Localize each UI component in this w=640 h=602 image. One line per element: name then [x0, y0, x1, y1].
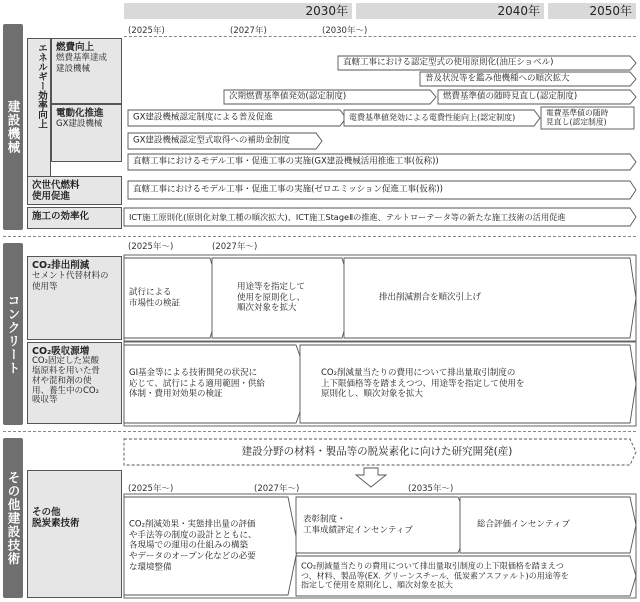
bar-label: GI基金等による技術開発の状況に 応じて、試行による適用範囲・供給 体制・費用対効果の検証 [129, 368, 265, 400]
year-label: (2025年～) [128, 242, 174, 252]
category-subtitle: 燃費基準達成 建設機械 [56, 53, 108, 74]
category-subtitle: セメント代替材料の 使用等 [32, 271, 109, 292]
year-label: (2027年) [230, 26, 267, 36]
bar-fuel-3 [224, 90, 430, 104]
bar-fuel-4 [438, 90, 630, 104]
bar-elec-5 [128, 154, 630, 170]
year-2050-label: 2050年 [589, 4, 632, 18]
research-banner [124, 439, 630, 465]
bar-label: 直轄工事におけるモデル工事・促進工事の実施(ゼロエミッション促進工事(仮称)) [133, 184, 444, 195]
bar-label: 用途等を指定して 使用を原則化し、 順次対象を拡大 [237, 282, 306, 314]
year-2030-label: 2030年 [305, 4, 348, 18]
category-title: CO₂排出削減 [32, 260, 90, 271]
year-label: (2025年～) [128, 484, 174, 494]
bar-label: 直轄工事におけるモデル工事・促進工事の実施(GX建設機械活用推進工事(仮称)) [133, 156, 439, 167]
bar-other-1 [124, 497, 288, 595]
category-subtitle: GX建設機械 [56, 119, 103, 130]
bar-abs-1 [124, 345, 296, 423]
bar-other-2 [298, 497, 458, 553]
year-label: (2025年) [128, 26, 165, 36]
bar-fuel-2 [420, 72, 630, 86]
bar-elec-1 [128, 110, 340, 126]
bar-label: CO₂削減量当たりの費用について排出量取引制度の 上下限価格等を踏まえつつ、用途等を指定して使用を 原則化し、順次対象を拡大 [321, 368, 525, 400]
category-subtitle: CO₂固定した炭酸 塩原料を用いた骨 材や混和剤の使 用、養生中のCO₂ 吸収等 [32, 356, 101, 406]
section-tab-construction-machinery: 建設機械 [3, 24, 23, 230]
category-other-decarbonization: その他 脱炭素技術 [27, 470, 122, 598]
bar-label: 直轄工事における認定型式の使用原則化(油圧ショベル) [343, 57, 554, 68]
bar-abs-2 [316, 345, 630, 423]
bar-label: 普及状況等を鑑み他機種への順次拡大 [425, 73, 570, 84]
category-title: 燃費向上 [56, 42, 95, 53]
bar-emis-3 [374, 258, 630, 338]
category-title: CO₂吸収源増 [32, 346, 90, 357]
section-tab-concrete: コンクリート [3, 243, 23, 425]
bar-label: GX建設機械認定型式取得への補助金制度 [133, 135, 290, 146]
bar-emis-2 [232, 258, 342, 338]
bar-label: 建設分野の材料・製品等の脱炭素化に向けた研究開発(産) [241, 445, 513, 458]
bar-label: 電費基準値発効による電費性能向上(認定制度) [349, 113, 516, 122]
bar-fuel-1 [338, 56, 630, 70]
bar-label: CO₂削減効果・実態排出量の評価 や手法等の制度の設計とともに、 各現場での運用の仕組みの構築 やデータのオープン化などの必要 な環境整備 [129, 519, 257, 572]
bar-label: GX建設機械認定制度による普及促進 [133, 112, 273, 123]
bar-label: 試行による 市場性の検証 [129, 287, 181, 308]
year-label: (2027年～) [254, 484, 300, 494]
category-next-fuel: 次世代燃料 使用促進 [27, 176, 122, 205]
bar-label: 排出削減割合を順次引上げ [379, 292, 482, 303]
bar-elec-3 [541, 107, 634, 129]
year-label: (2027年～) [212, 242, 258, 252]
bar-label: ICT施工原則化(原則化対象工種の順次拡大)、ICT施工StageⅡの推進、テルトローテータ等の新たな施工技術の活用促進 [129, 211, 566, 222]
down-arrow [356, 468, 386, 487]
bar-label: 燃費基準値の随時見直し(認定制度) [443, 91, 578, 102]
category-title: 電動化推進 [56, 108, 104, 119]
bar-elec-4 [128, 133, 316, 149]
year-2040-label: 2040年 [497, 4, 540, 18]
category-construction-efficiency: 施工の効率化 [27, 207, 122, 229]
year-label: (2030年～) [322, 26, 368, 36]
bar-elec-2 [344, 110, 534, 126]
bar-emis-1 [124, 258, 210, 338]
bar-ict-1 [124, 208, 630, 226]
bar-next-1 [128, 181, 630, 199]
bar-other-3 [472, 497, 630, 553]
bar-label: 表彰制度・ 工事成績評定インセンティブ [303, 514, 413, 535]
bar-label: 次期燃費基準値発効(認定制度) [229, 91, 347, 102]
bar-label: 電費基準値の随時 見直し(認定制度) [546, 108, 609, 126]
year-label: (2035年～) [408, 484, 454, 494]
group-energy-efficiency: エネルギー効率向上 [27, 38, 51, 192]
section-tab-other-technologies: その他建設技術 [3, 438, 23, 598]
bar-other-4 [296, 556, 630, 596]
bar-label: 総合評価インセンティブ [477, 519, 570, 530]
bar-label: CO₂削減量当たりの費用について排出量取引制度の上下限価格を踏まえつ つ、材料、製品等(EX. グリーンスチール、低炭素アスファルト)の用途等を 指定して使用を原則化し、順次対象を拡大 [301, 561, 569, 590]
